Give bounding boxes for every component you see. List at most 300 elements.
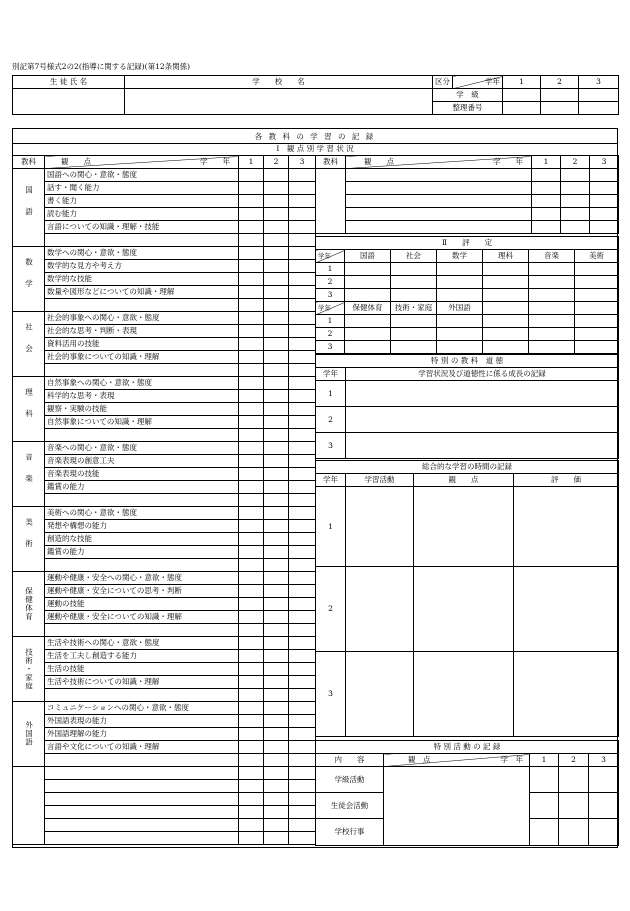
evaluation-cell[interactable] bbox=[289, 702, 316, 715]
special-viewpoint-label: 観 点 bbox=[408, 755, 431, 764]
evaluation-cell[interactable] bbox=[239, 637, 264, 650]
evaluation-cell[interactable] bbox=[289, 273, 316, 286]
evaluation-cell[interactable] bbox=[264, 533, 289, 546]
hyoutei-cell[interactable] bbox=[345, 276, 391, 289]
subject-name-0: 国語 bbox=[13, 169, 45, 247]
viewpoint-item[interactable] bbox=[45, 754, 239, 767]
hyoutei-subject: 外国語 bbox=[437, 302, 483, 315]
evaluation-cell[interactable] bbox=[239, 351, 264, 364]
extra-row[interactable] bbox=[346, 221, 532, 234]
viewpoint-item: 美術への関心・意欲・態度 bbox=[45, 507, 239, 520]
evaluation-cell[interactable] bbox=[289, 754, 316, 767]
evaluation-cell[interactable] bbox=[289, 546, 316, 559]
extra-grade-label: 学 年 bbox=[493, 157, 523, 166]
evaluation-cell[interactable] bbox=[264, 403, 289, 416]
table-row bbox=[13, 325, 316, 338]
evaluation-cell[interactable] bbox=[264, 273, 289, 286]
grade-label: 学年 bbox=[453, 76, 503, 89]
evaluation-cell[interactable] bbox=[264, 299, 289, 312]
table-row bbox=[13, 260, 316, 273]
evaluation-cell[interactable] bbox=[264, 611, 289, 624]
extra-row[interactable] bbox=[346, 208, 532, 221]
student-name-label: 生 徒 氏 名 bbox=[13, 76, 125, 89]
class-field-2[interactable] bbox=[541, 89, 579, 102]
evaluation-cell[interactable] bbox=[239, 221, 264, 234]
viewpoint-item[interactable] bbox=[45, 559, 239, 572]
blank-row[interactable] bbox=[13, 806, 316, 819]
special-table bbox=[315, 740, 619, 846]
viewpoint-item: 数学的な技能 bbox=[45, 273, 239, 286]
table-row bbox=[13, 169, 316, 182]
evaluation-cell[interactable] bbox=[289, 728, 316, 741]
evaluation-cell[interactable] bbox=[289, 286, 316, 299]
evaluation-cell[interactable] bbox=[289, 533, 316, 546]
table-row bbox=[13, 273, 316, 286]
moral-grade-label: 学年 bbox=[316, 368, 346, 381]
evaluation-cell[interactable] bbox=[264, 546, 289, 559]
integrated-year-1: 1 bbox=[316, 487, 346, 567]
year-2: 2 bbox=[541, 76, 579, 89]
table-row bbox=[13, 663, 316, 676]
table-row bbox=[13, 299, 316, 312]
viewpoint-item: 音楽への関心・意欲・態度 bbox=[45, 442, 239, 455]
moral-record-1[interactable] bbox=[346, 381, 619, 407]
evaluation-cell[interactable] bbox=[239, 585, 264, 598]
table-row bbox=[13, 455, 316, 468]
evaluation-cell[interactable] bbox=[239, 247, 264, 260]
viewpoint-item[interactable] bbox=[45, 299, 239, 312]
viewpoint-item: コミュニケーションへの関心・意欲・態度 bbox=[45, 702, 239, 715]
integrated-cell[interactable] bbox=[346, 567, 414, 652]
evaluation-cell[interactable] bbox=[289, 676, 316, 689]
evaluation-cell[interactable] bbox=[264, 559, 289, 572]
table-row bbox=[13, 702, 316, 715]
integrated-cell[interactable] bbox=[346, 652, 414, 737]
evaluation-cell[interactable] bbox=[264, 338, 289, 351]
evaluation-cell[interactable] bbox=[264, 195, 289, 208]
blank-subject-cell[interactable] bbox=[13, 767, 45, 845]
viewpoint-item: 資料活用の技能 bbox=[45, 338, 239, 351]
moral-record-2[interactable] bbox=[346, 407, 619, 433]
evaluation-cell[interactable] bbox=[289, 195, 316, 208]
evaluation-cell[interactable] bbox=[264, 390, 289, 403]
evaluation-cell[interactable] bbox=[289, 312, 316, 325]
hyoutei-year-3b: 3 bbox=[316, 341, 345, 354]
hyoutei-year-2b: 2 bbox=[316, 328, 345, 341]
integrated-activity-label: 学習活動 bbox=[346, 474, 414, 487]
hyoutei-subject: 国語 bbox=[345, 250, 391, 263]
evaluation-cell[interactable] bbox=[239, 234, 264, 247]
viewpoint-item[interactable] bbox=[45, 234, 239, 247]
class-label: 学 級 bbox=[433, 89, 503, 102]
hyoutei-cell[interactable] bbox=[345, 328, 391, 341]
evaluation-cell[interactable] bbox=[289, 442, 316, 455]
evaluation-cell[interactable] bbox=[289, 221, 316, 234]
student-name-field[interactable] bbox=[13, 89, 125, 115]
evaluation-cell[interactable] bbox=[264, 312, 289, 325]
evaluation-cell[interactable] bbox=[264, 715, 289, 728]
hyoutei-cell[interactable] bbox=[345, 263, 391, 276]
evaluation-cell[interactable] bbox=[264, 754, 289, 767]
evaluation-cell[interactable] bbox=[239, 390, 264, 403]
year-1: 1 bbox=[503, 76, 541, 89]
viewpoint-item[interactable] bbox=[45, 494, 239, 507]
hyoutei-grade-label-2: 学年 bbox=[318, 304, 331, 312]
year-1: 1 bbox=[239, 156, 264, 169]
viewpoint-item[interactable] bbox=[45, 364, 239, 377]
section1-title: Ⅰ 観 点 別 学 習 状 況 bbox=[276, 144, 354, 153]
evaluation-cell[interactable] bbox=[289, 572, 316, 585]
hyoutei-year-3: 3 bbox=[316, 289, 345, 302]
integrated-year-2: 2 bbox=[316, 567, 346, 652]
table-row bbox=[13, 429, 316, 442]
evaluation-cell[interactable] bbox=[289, 234, 316, 247]
viewpoint-item: 社会的な思考・判断・表現 bbox=[45, 325, 239, 338]
table-row bbox=[13, 182, 316, 195]
viewpoint-item: 外国語表現の能力 bbox=[45, 715, 239, 728]
viewpoint-item[interactable] bbox=[45, 624, 239, 637]
table-row bbox=[13, 364, 316, 377]
evaluation-cell[interactable] bbox=[239, 598, 264, 611]
evaluation-cell[interactable] bbox=[239, 611, 264, 624]
evaluation-cell[interactable] bbox=[264, 429, 289, 442]
table-row bbox=[13, 741, 316, 754]
year-3: 3 bbox=[579, 76, 619, 89]
evaluation-cell[interactable] bbox=[289, 429, 316, 442]
evaluation-cell[interactable] bbox=[289, 663, 316, 676]
number-field-3[interactable] bbox=[579, 102, 619, 115]
evaluation-cell[interactable] bbox=[289, 338, 316, 351]
moral-title: 特 別 の 教 科 道 徳 bbox=[316, 355, 619, 368]
evaluation-cell[interactable] bbox=[289, 481, 316, 494]
evaluation-cell[interactable] bbox=[289, 455, 316, 468]
kubun-label: 区分 bbox=[433, 76, 453, 89]
evaluation-cell[interactable] bbox=[289, 299, 316, 312]
evaluation-cell[interactable] bbox=[289, 741, 316, 754]
evaluation-cell[interactable] bbox=[289, 390, 316, 403]
table-row bbox=[13, 689, 316, 702]
table-row bbox=[13, 728, 316, 741]
evaluation-cell[interactable] bbox=[239, 650, 264, 663]
evaluation-cell[interactable] bbox=[264, 416, 289, 429]
evaluation-cell[interactable] bbox=[239, 494, 264, 507]
hyoutei-subject: 数学 bbox=[437, 250, 483, 263]
evaluation-cell[interactable] bbox=[239, 169, 264, 182]
evaluation-cell[interactable] bbox=[239, 273, 264, 286]
viewpoint-item: 音楽表現の技能 bbox=[45, 468, 239, 481]
extra-subject-header: 教科 bbox=[316, 156, 346, 169]
viewpoint-item: 言語や文化についての知識・理解 bbox=[45, 741, 239, 754]
table-row bbox=[13, 715, 316, 728]
blank-row[interactable] bbox=[13, 832, 316, 845]
hyoutei-corner-2 bbox=[316, 302, 345, 315]
viewpoint-item: 生活や技術についての知識・理解 bbox=[45, 676, 239, 689]
viewpoint-item: 国語への関心・意欲・態度 bbox=[45, 169, 239, 182]
hyoutei-table bbox=[315, 236, 619, 354]
table-row bbox=[13, 520, 316, 533]
evaluation-cell[interactable] bbox=[289, 650, 316, 663]
table-row bbox=[13, 377, 316, 390]
evaluation-cell[interactable] bbox=[264, 169, 289, 182]
evaluation-cell[interactable] bbox=[239, 689, 264, 702]
viewpoint-item: 発想や構想の能力 bbox=[45, 520, 239, 533]
blank-row[interactable] bbox=[13, 819, 316, 832]
table-row bbox=[13, 416, 316, 429]
evaluation-cell[interactable] bbox=[289, 247, 316, 260]
special-viewpoint-field[interactable] bbox=[384, 767, 530, 846]
evaluation-cell[interactable] bbox=[289, 416, 316, 429]
integrated-year-3: 3 bbox=[316, 652, 346, 737]
table-row bbox=[13, 403, 316, 416]
school-name-field[interactable] bbox=[125, 89, 433, 115]
moral-year-2: 2 bbox=[316, 407, 346, 433]
evaluation-cell[interactable] bbox=[264, 689, 289, 702]
evaluation-cell[interactable] bbox=[289, 715, 316, 728]
special-year-3: 3 bbox=[589, 754, 619, 767]
evaluation-cell[interactable] bbox=[264, 221, 289, 234]
hyoutei-cell[interactable] bbox=[345, 289, 391, 302]
viewpoint-item[interactable] bbox=[45, 689, 239, 702]
evaluation-cell[interactable] bbox=[264, 481, 289, 494]
moral-desc-label: 学習状況及び道徳性に係る成長の記録 bbox=[346, 368, 619, 381]
evaluation-cell[interactable] bbox=[289, 585, 316, 598]
evaluation-cell[interactable] bbox=[264, 364, 289, 377]
subject-name-1: 数学 bbox=[13, 247, 45, 312]
table-row bbox=[13, 546, 316, 559]
evaluation-cell[interactable] bbox=[289, 403, 316, 416]
special-content-label: 内 容 bbox=[316, 754, 384, 767]
extra-subject-cell[interactable] bbox=[316, 169, 346, 234]
evaluation-cell[interactable] bbox=[289, 611, 316, 624]
viewpoint-item[interactable] bbox=[45, 429, 239, 442]
evaluation-cell[interactable] bbox=[239, 364, 264, 377]
hyoutei-year-1: 1 bbox=[316, 263, 345, 276]
blank-row[interactable] bbox=[13, 767, 316, 780]
evaluation-cell[interactable] bbox=[264, 286, 289, 299]
class-field-1[interactable] bbox=[503, 89, 541, 102]
table-row bbox=[13, 351, 316, 364]
extra-year-1: 1 bbox=[532, 156, 561, 169]
evaluation-cell[interactable] bbox=[239, 260, 264, 273]
evaluation-cell[interactable] bbox=[239, 702, 264, 715]
evaluation-cell[interactable] bbox=[239, 728, 264, 741]
extra-row[interactable] bbox=[346, 195, 532, 208]
evaluation-cell[interactable] bbox=[289, 624, 316, 637]
evaluation-cell[interactable] bbox=[264, 325, 289, 338]
special-title: 特 別 活 動 の 記 録 bbox=[316, 741, 619, 754]
extra-row[interactable] bbox=[346, 169, 532, 182]
special-item: 生徒会活動 bbox=[316, 793, 384, 819]
evaluation-cell[interactable] bbox=[289, 377, 316, 390]
viewpoint-item: 外国語理解の能力 bbox=[45, 728, 239, 741]
blank-row[interactable] bbox=[13, 793, 316, 806]
evaluation-cell[interactable] bbox=[289, 325, 316, 338]
evaluation-cell[interactable] bbox=[239, 715, 264, 728]
table-row bbox=[13, 559, 316, 572]
evaluation-cell[interactable] bbox=[239, 559, 264, 572]
hyoutei-cell[interactable] bbox=[345, 315, 391, 328]
integrated-cell[interactable] bbox=[346, 487, 414, 567]
evaluation-cell[interactable] bbox=[239, 442, 264, 455]
evaluation-cell[interactable] bbox=[239, 481, 264, 494]
evaluation-cell[interactable] bbox=[264, 663, 289, 676]
extra-viewpoint-header bbox=[346, 156, 532, 169]
viewpoint-item: 書く能力 bbox=[45, 195, 239, 208]
evaluation-cell[interactable] bbox=[239, 533, 264, 546]
evaluation-cell[interactable] bbox=[264, 624, 289, 637]
evaluation-cell[interactable] bbox=[239, 429, 264, 442]
evaluation-cell[interactable] bbox=[264, 507, 289, 520]
form-caption: 別記第7号様式2の2(指導に関する記録)(第12条関係) bbox=[12, 62, 191, 71]
hyoutei-cell[interactable] bbox=[345, 341, 391, 354]
extra-year-3: 3 bbox=[590, 156, 619, 169]
evaluation-cell[interactable] bbox=[239, 754, 264, 767]
evaluation-cell[interactable] bbox=[239, 325, 264, 338]
evaluation-cell[interactable] bbox=[239, 624, 264, 637]
evaluation-cell[interactable] bbox=[264, 442, 289, 455]
evaluation-cell[interactable] bbox=[239, 312, 264, 325]
evaluation-cell[interactable] bbox=[264, 247, 289, 260]
evaluation-cell[interactable] bbox=[289, 520, 316, 533]
viewpoint-extra-table bbox=[315, 155, 619, 234]
evaluation-cell[interactable] bbox=[239, 208, 264, 221]
evaluation-cell[interactable] bbox=[289, 364, 316, 377]
integrated-grade-label: 学年 bbox=[316, 474, 346, 487]
hyoutei-grade-label: 学年 bbox=[318, 252, 331, 260]
evaluation-cell[interactable] bbox=[239, 299, 264, 312]
subject-name-4: 音楽 bbox=[13, 442, 45, 507]
evaluation-cell[interactable] bbox=[239, 182, 264, 195]
viewpoint-item: 社会的事象への関心・意欲・態度 bbox=[45, 312, 239, 325]
number-field-2[interactable] bbox=[541, 102, 579, 115]
evaluation-cell[interactable] bbox=[239, 338, 264, 351]
evaluation-cell[interactable] bbox=[289, 598, 316, 611]
subject-name-6: 保健体育 bbox=[13, 572, 45, 637]
viewpoint-item: 鑑賞の能力 bbox=[45, 546, 239, 559]
evaluation-cell[interactable] bbox=[289, 208, 316, 221]
evaluation-cell[interactable] bbox=[264, 455, 289, 468]
viewpoint-item: 話す・聞く能力 bbox=[45, 182, 239, 195]
hyoutei-subject: 理科 bbox=[483, 250, 529, 263]
evaluation-cell[interactable] bbox=[264, 377, 289, 390]
evaluation-cell[interactable] bbox=[239, 416, 264, 429]
subject-name-8: 外国語 bbox=[13, 702, 45, 767]
hyoutei-title: Ⅱ 評 定 bbox=[316, 237, 619, 250]
viewpoint-item: 生活や技術への関心・意欲・態度 bbox=[45, 637, 239, 650]
evaluation-cell[interactable] bbox=[289, 494, 316, 507]
viewpoint-header bbox=[45, 156, 239, 169]
evaluation-cell[interactable] bbox=[264, 572, 289, 585]
evaluation-cell[interactable] bbox=[264, 702, 289, 715]
hyoutei-subject: 音楽 bbox=[529, 250, 575, 263]
viewpoint-item: 数学への関心・意欲・態度 bbox=[45, 247, 239, 260]
evaluation-cell[interactable] bbox=[239, 676, 264, 689]
special-year-2: 2 bbox=[559, 754, 589, 767]
evaluation-cell[interactable] bbox=[239, 507, 264, 520]
evaluation-cell[interactable] bbox=[239, 520, 264, 533]
evaluation-cell[interactable] bbox=[264, 260, 289, 273]
evaluation-cell[interactable] bbox=[264, 650, 289, 663]
evaluation-cell[interactable] bbox=[239, 468, 264, 481]
table-row bbox=[13, 338, 316, 351]
evaluation-cell[interactable] bbox=[289, 689, 316, 702]
special-grade-label: 学 年 bbox=[500, 755, 523, 764]
evaluation-cell[interactable] bbox=[264, 637, 289, 650]
evaluation-cell[interactable] bbox=[239, 572, 264, 585]
evaluation-cell[interactable] bbox=[239, 377, 264, 390]
viewpoint-label: 観 点 bbox=[61, 157, 91, 166]
evaluation-cell[interactable] bbox=[264, 728, 289, 741]
viewpoint-item: 社会的事象についての知識・理解 bbox=[45, 351, 239, 364]
table-row bbox=[13, 754, 316, 767]
subject-name-3: 理科 bbox=[13, 377, 45, 442]
record-title: 各 教 科 の 学 習 の 記 録 bbox=[254, 132, 376, 141]
moral-year-3: 3 bbox=[316, 433, 346, 459]
extra-viewpoint-label: 観 点 bbox=[364, 157, 394, 166]
extra-row[interactable] bbox=[346, 182, 532, 195]
table-row bbox=[13, 637, 316, 650]
moral-table bbox=[315, 354, 619, 459]
evaluation-cell[interactable] bbox=[264, 494, 289, 507]
number-field-1[interactable] bbox=[503, 102, 541, 115]
class-field-3[interactable] bbox=[579, 89, 619, 102]
evaluation-cell[interactable] bbox=[239, 195, 264, 208]
viewpoint-item: 自然事象についての知識・理解 bbox=[45, 416, 239, 429]
evaluation-cell[interactable] bbox=[239, 663, 264, 676]
evaluation-cell[interactable] bbox=[264, 234, 289, 247]
hyoutei-subject: 保健体育 bbox=[345, 302, 391, 315]
evaluation-cell[interactable] bbox=[264, 182, 289, 195]
evaluation-cell[interactable] bbox=[289, 559, 316, 572]
evaluation-cell[interactable] bbox=[264, 351, 289, 364]
evaluation-cell[interactable] bbox=[239, 286, 264, 299]
viewpoint-item: 生活の技能 bbox=[45, 663, 239, 676]
evaluation-cell[interactable] bbox=[289, 182, 316, 195]
viewpoint-item: 言語についての知識・理解・技能 bbox=[45, 221, 239, 234]
table-row bbox=[13, 585, 316, 598]
grade-label: 学 年 bbox=[200, 157, 230, 166]
evaluation-cell[interactable] bbox=[264, 598, 289, 611]
table-row bbox=[13, 676, 316, 689]
evaluation-cell[interactable] bbox=[264, 208, 289, 221]
blank-row[interactable] bbox=[13, 780, 316, 793]
table-row bbox=[13, 221, 316, 234]
evaluation-cell[interactable] bbox=[289, 169, 316, 182]
evaluation-cell[interactable] bbox=[264, 741, 289, 754]
evaluation-cell[interactable] bbox=[289, 260, 316, 273]
evaluation-cell[interactable] bbox=[289, 351, 316, 364]
table-row bbox=[13, 208, 316, 221]
evaluation-cell[interactable] bbox=[289, 468, 316, 481]
special-item: 学校行事 bbox=[316, 819, 384, 846]
evaluation-cell[interactable] bbox=[289, 507, 316, 520]
subject-name-5: 美術 bbox=[13, 507, 45, 572]
moral-record-3[interactable] bbox=[346, 433, 619, 459]
table-row bbox=[13, 312, 316, 325]
evaluation-cell[interactable] bbox=[239, 403, 264, 416]
evaluation-cell[interactable] bbox=[239, 455, 264, 468]
evaluation-cell[interactable] bbox=[264, 585, 289, 598]
evaluation-cell[interactable] bbox=[264, 468, 289, 481]
evaluation-cell[interactable] bbox=[264, 520, 289, 533]
hyoutei-year-2: 2 bbox=[316, 276, 345, 289]
evaluation-cell[interactable] bbox=[264, 676, 289, 689]
table-row bbox=[13, 507, 316, 520]
evaluation-cell[interactable] bbox=[239, 546, 264, 559]
evaluation-cell[interactable] bbox=[239, 741, 264, 754]
evaluation-cell[interactable] bbox=[289, 637, 316, 650]
special-item: 学級活動 bbox=[316, 767, 384, 793]
